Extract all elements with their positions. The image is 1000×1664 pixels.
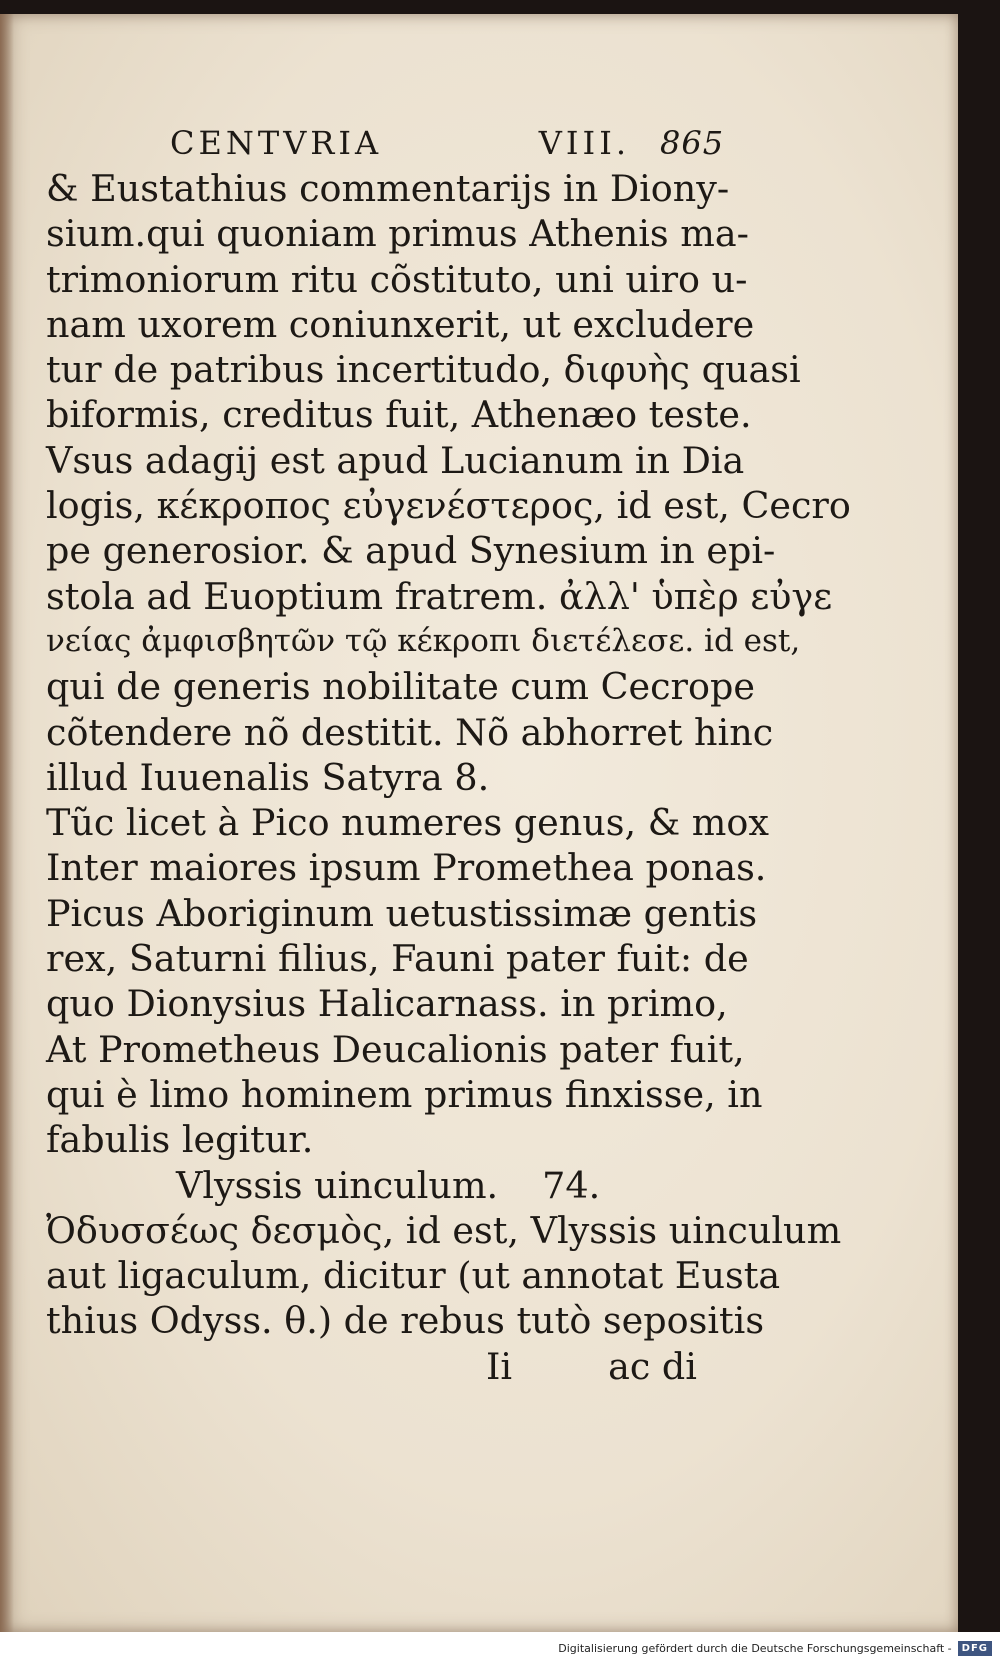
text-line: qui è limo hominem primus finxisse, in	[46, 1072, 763, 1116]
section-heading	[46, 1163, 746, 1208]
text-line: Picus Aboriginum uetustissimæ gentis	[46, 891, 758, 935]
text-line: rex, Saturni filius, Fauni pater fuit: de	[46, 937, 749, 981]
text-line: sium.qui quoniam primus Athenis ma-	[46, 212, 749, 256]
digitization-credit-bar	[0, 1632, 1000, 1664]
text-line: quo Dionysius Halicarnass. in primo,	[46, 982, 728, 1026]
text-line: thius Odyss. θ.) de rebus tutò sepositis	[46, 1299, 765, 1343]
dfg-logo: DFG	[958, 1641, 992, 1656]
text-line: logis, κέκροπος εὐγενέστερος, id est, Cecro	[46, 484, 851, 528]
text-line: Vsus adagij est apud Lucianum in Dia	[46, 438, 745, 482]
funding-credit: Digitalisierung gefördert durch die Deutsche Forschungsgemeinschaft -	[558, 1641, 952, 1655]
page-number: 865	[660, 124, 725, 162]
text-line: qui de generis nobilitate cum Cecrope	[46, 665, 755, 709]
text-line: νείας ἀμφισβητῶν τῷ κέκροπι διετέλεσε. id est,	[46, 622, 801, 659]
section-title: Vlyssis uinculum.	[176, 1163, 499, 1207]
text-line: & Eustathius commentarijs in Diony-	[46, 167, 730, 210]
page-text	[46, 166, 851, 1389]
text-line: stola ad Euoptium fratrem. ἀλλ' ὑπὲρ εὐγε	[46, 574, 833, 618]
running-title-number: VIII.	[538, 124, 630, 162]
text-line: Ὀδυσσέως δεσμὸς, id est, Vlyssis uinculum	[46, 1208, 842, 1252]
signature-mark: Ii	[486, 1344, 513, 1388]
text-line: illud Iuuenalis Satyra 8.	[46, 755, 490, 799]
text-line: tur de patribus incertitudo, διφυὴς quasi	[46, 348, 801, 392]
text-line: fabulis legitur.	[46, 1118, 314, 1162]
text-line: cõtendere nõ destitit. Nõ abhorret hinc	[46, 710, 774, 754]
section-number: 74.	[542, 1163, 601, 1207]
running-header	[170, 124, 740, 162]
text-line: At Prometheus Deucalionis pater fuit,	[46, 1027, 745, 1071]
book-page	[0, 14, 958, 1632]
text-line: trimoniorum ritu cõstituto, uni uiro u-	[46, 257, 748, 301]
running-title-centuria: CENTVRIA	[170, 124, 383, 162]
text-line: aut ligaculum, dicitur (ut annotat Eusta	[46, 1254, 781, 1298]
text-line: nam uxorem coniunxerit, ut excludere	[46, 302, 755, 346]
text-line: Tũc licet à Pico numeres genus, & mox	[46, 801, 769, 845]
signature-line	[46, 1344, 746, 1389]
text-line: pe generosior. & apud Synesium in epi-	[46, 529, 776, 573]
catchword: ac di	[608, 1344, 697, 1388]
text-line: Inter maiores ipsum Promethea ponas.	[46, 846, 767, 890]
text-line: biformis, creditus fuit, Athenæo teste.	[46, 393, 752, 437]
page-gutter-shadow	[0, 14, 14, 1632]
